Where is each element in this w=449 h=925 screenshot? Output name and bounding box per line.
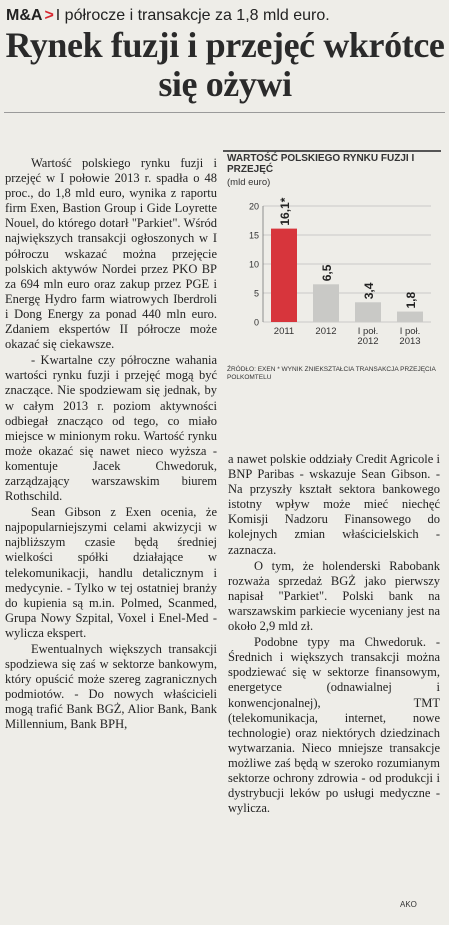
chart-source: ŹRÓDŁO: EXEN * WYNIK ZNIEKSZTAŁCIA TRANSAKCJA PRZEJĘCIA POLKOMTELU (227, 366, 436, 381)
paragraph: O tym, że holenderski Rabobank rozważa sprzedaż BGŻ jako pierwszy napisał "Parkiet". Polski bank na warszawskim parkiecie wyceniany jest na około 2,9 mld zł. (228, 558, 440, 634)
article-column-1 (5, 156, 217, 733)
x-tick-label: I poł. (399, 326, 421, 337)
paragraph: Sean Gibson z Exen ocenia, że najpopularniejszymi celami akwizycji w najbliższym czasie będą średniej wielkości spółki działające w telekomunikacji, handlu detalicznym i medycynie. - Tylko w tej ostatniej branży do kupienia są m.in. Polmed, Scanmed, Grupa Nowy Szpital, Voxel i Enel-Med - wylicza ekspert. (5, 505, 217, 640)
chart-unit: (mld euro) (227, 177, 271, 188)
y-tick-label: 15 (248, 230, 259, 241)
bar (355, 302, 381, 322)
article-column-2 (228, 452, 440, 816)
chart-plot (223, 190, 441, 362)
author-signature: AKO (400, 900, 417, 909)
bar-value-label: 16,1* (278, 197, 292, 226)
chart-top-rule (223, 150, 441, 152)
x-tick-label: 2012 (315, 326, 337, 337)
x-tick-label: 2011 (273, 326, 295, 337)
y-tick-label: 0 (253, 317, 259, 328)
chart (223, 150, 441, 420)
paragraph: Wartość polskiego rynku fuzji i przejęć w I połowie 2013 r. spadła o 48 proc., do 1,8 mld euro, wynika z raportu firm Exen, Bastion Group i Gide Loyrette Nouel, do którego dotarł "Parkiet". Wśród największych transakcji ogłoszonych w I półroczu wskazać można przejęcie polskich aktywów Nordei przez PKO BP za 694 mln euro oraz zakup przez PGE i Energę Hydro farm wiatrowych Iberdroli i Dong Energy za ponad 440 mln euro. Zdaniem ekspertów II półrocze może okazać się ciekawsze. (5, 156, 217, 352)
x-tick-label: I poł. (357, 326, 379, 337)
paragraph: a nawet polskie oddziały Credit Agricole i BNP Paribas - wskazuje Sean Gibson. - Na przyszły kształt sektora bankowego istotny wpływ może mieć niechęć Komisji Nadzoru Finansowego do kolejnych zmian właścicielskich - zaznacza. (228, 452, 440, 557)
chart-title: WARTOŚĆ POLSKIEGO RYNKU FUZJI I PRZEJĘĆ (227, 153, 415, 175)
bar-value-label: 1,8 (404, 291, 418, 309)
headline-divider (4, 112, 445, 113)
y-tick-label: 5 (253, 288, 259, 299)
bar-value-label: 6,5 (320, 264, 334, 282)
kicker-text: I półrocze i transakcje za 1,8 mld euro. (55, 7, 330, 24)
bar (313, 284, 339, 322)
y-tick-label: 10 (248, 259, 259, 270)
x-tick-label: 2013 (399, 336, 421, 347)
paragraph: Podobne typy ma Chwedoruk. - Średnich i większych transakcji można spodziewać się w sektorze finansowym, energetyce (odnawialnej i konwencjonalnej), TMT (telekomunikacja, internet, nowe technologie) oraz niektórych dziedzinach wytwarzania. Nieco mniejsze transakcje możliwe zaś będą w szeroko rozumianym sektorze ochrony zdrowia - od produkcji i dystrybucji leków po usługi medyczne - wylicza. (228, 635, 440, 816)
bar (271, 229, 297, 322)
kicker (6, 6, 446, 26)
paragraph: Ewentualnych większych transakcji spodziewa się zaś w sektorze bankowym, który opuścić może szereg zagranicznych podmiotów. - Do nowych właścicieli mogą trafić Bank BGŻ, Alior Bank, Bank Millennium, Bank BPH, (5, 642, 217, 732)
section-label: M&A (6, 7, 43, 24)
section-arrow: > (44, 7, 54, 24)
y-tick-label: 20 (248, 201, 259, 212)
headline: Rynek fuzji i przejęć wkrótce się ożywi (5, 25, 445, 104)
paragraph: - Kwartalne czy półroczne wahania wartości rynku fuzji i przejęć mogą być znaczące. Nie spodziewam się jednak, by w całym 2013 r. poziom aktywności odbiegał znacząco od tego, co miało miejsce w minionym roku. Wartość rynku może okazać się nawet nieco wyższa - komentuje Jacek Chwedoruk, zarządzający warszawskim biurem Rothschild. (5, 353, 217, 504)
bar (397, 312, 423, 322)
x-tick-label: 2012 (357, 336, 379, 347)
bar-value-label: 3,4 (362, 282, 376, 300)
